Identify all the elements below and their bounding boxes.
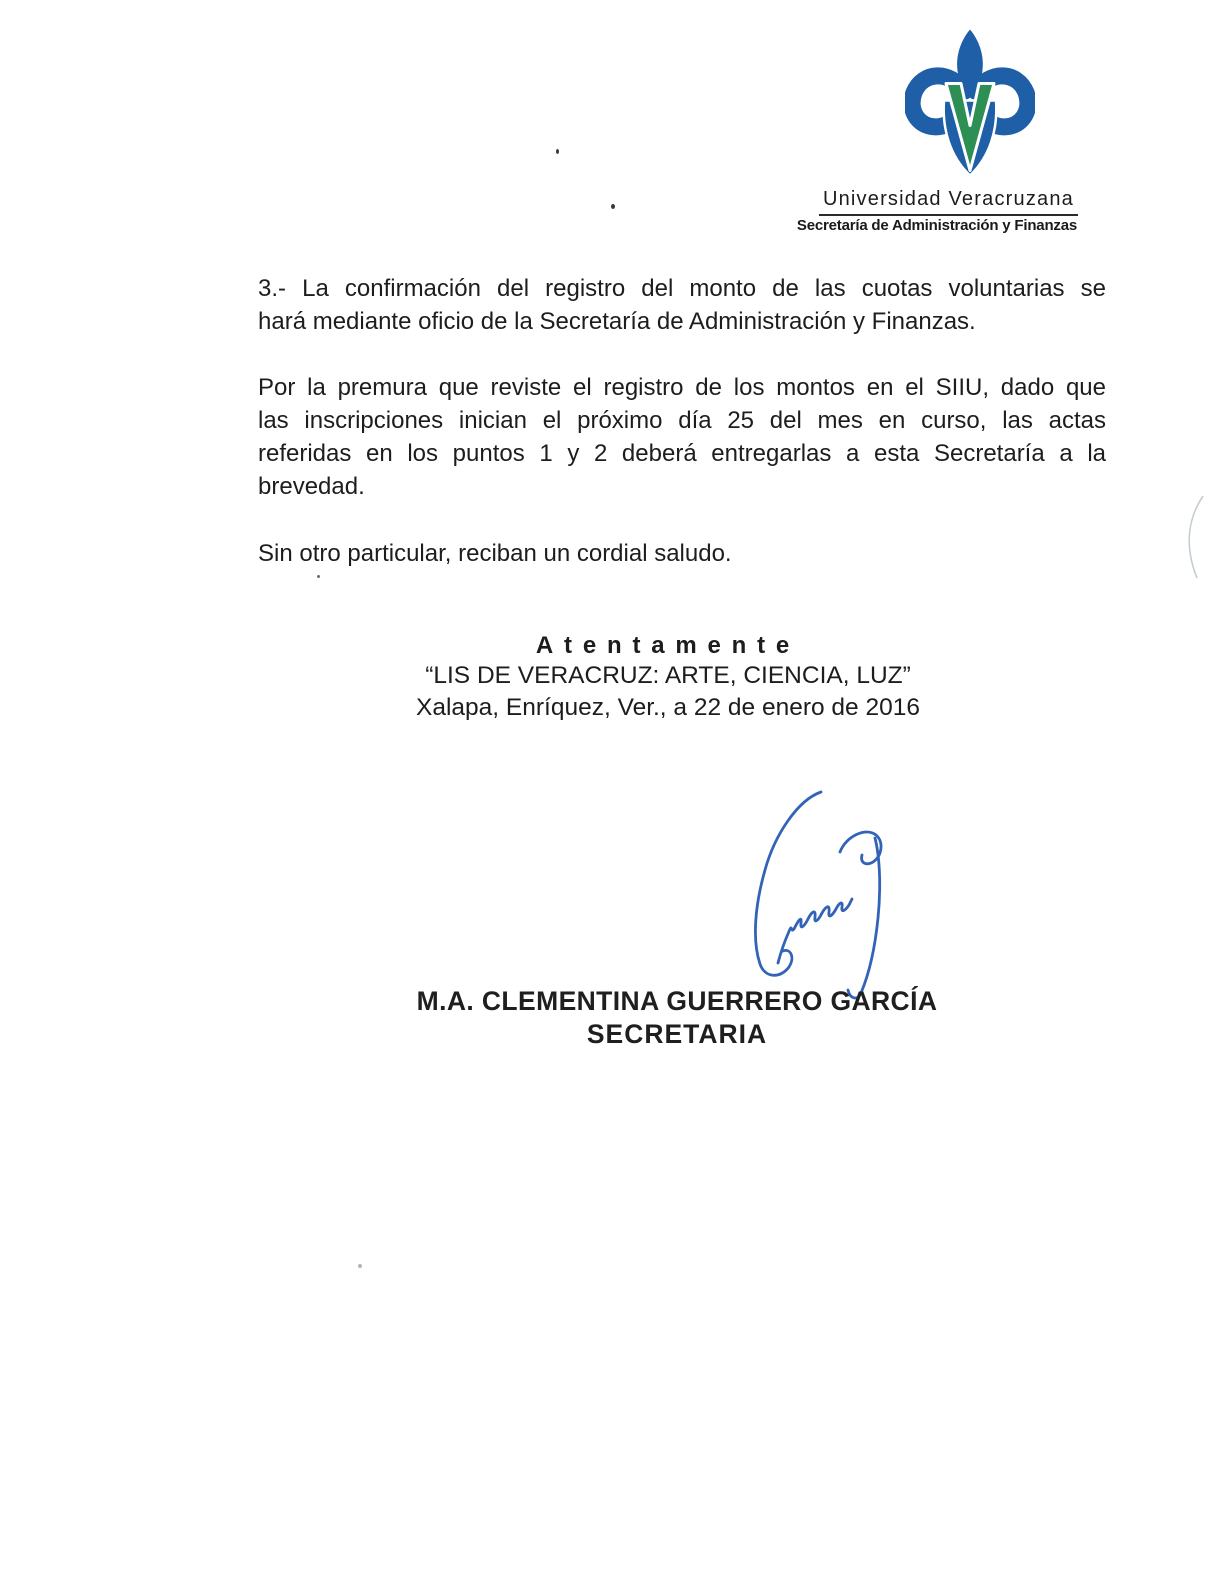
body-line: 3.- La confirmación del registro del monto de las cuotas voluntarias se [258, 275, 1106, 302]
signer-title: SECRETARIA [586, 1019, 768, 1049]
paragraph-farewell [258, 537, 1106, 570]
body-line: las inscripciones inician el próximo día 25 del mes en curso, las actas [258, 407, 1106, 434]
body-line: referidas en los puntos 1 y 2 deberá entregarlas a esta Secretaría a la [258, 440, 1106, 467]
scan-speck [317, 575, 320, 578]
signer-name: M.A. CLEMENTINA GUERRERO GARCÍA [416, 986, 938, 1016]
department-name: Secretaría de Administración y Finanzas [796, 217, 1077, 234]
handwritten-signature [698, 778, 888, 1008]
closing-salutation: Atentamente [535, 632, 801, 659]
body-line: Por la premura que reviste el registro de los montos en el SIIU, dado que [258, 374, 1106, 401]
university-name: Universidad Veracruzana [819, 188, 1078, 216]
uv-fleur-de-lis-logo-icon [905, 26, 1035, 184]
body-line: hará mediante oficio de la Secretaría de Administración y Finanzas. [258, 308, 976, 335]
body-line: Sin otro particular, reciban un cordial saludo. [258, 540, 732, 567]
scan-speck [611, 204, 615, 209]
paragraph-premura [258, 371, 1106, 503]
scan-speck [358, 1264, 362, 1268]
paragraph-item-3 [258, 272, 1106, 338]
closing-motto: “LIS DE VERACRUZ: ARTE, CIENCIA, LUZ” [425, 662, 911, 689]
body-line: brevedad. [258, 473, 365, 500]
scan-speck [556, 149, 559, 154]
scan-artifact-curve-icon [1178, 492, 1206, 582]
closing-place-date: Xalapa, Enríquez, Ver., a 22 de enero de 2016 [416, 694, 920, 721]
